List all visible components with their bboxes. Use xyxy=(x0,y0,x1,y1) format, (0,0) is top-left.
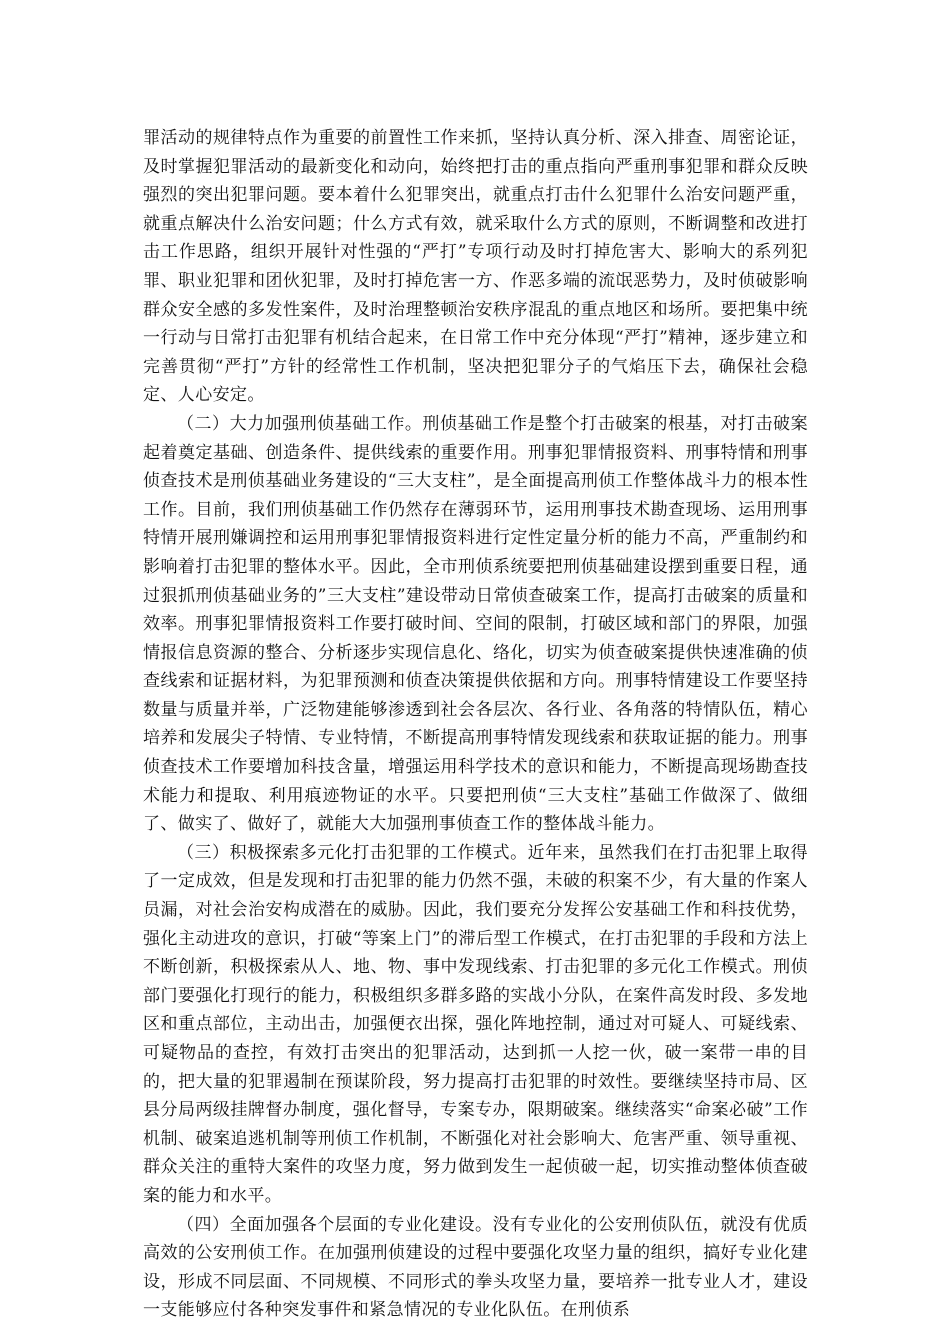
document-body xyxy=(143,124,808,1325)
paragraph-3: （三）积极探索多元化打击犯罪的工作模式。近年来，虽然我们在打击犯罪上取得了一定成效，但是发现和打击犯罪的能力仍然不强，未破的积案不少，有大量的作案人员漏，对社会治安构成潜在的威胁。因此，我们要充分发挥公安基础工作和科技优势，强化主动进攻的意识，打破“等案上门”的滞后型工作模式，在打击犯罪的手段和方法上不断创新，积极探索从人、地、物、事中发现线索、打击犯罪的多元化工作模式。刑侦部门要强化打现行的能力，积极组织多群多路的实战小分队，在案件高发时段、多发地区和重点部位，主动出击，加强便衣出探，强化阵地控制，通过对可疑人、可疑线索、可疑物品的查控，有效打击突出的犯罪活动，达到抓一人挖一伙，破一案带一串的目的，把大量的犯罪遏制在预谋阶段，努力提高打击犯罪的时效性。要继续坚持市局、区县分局两级挂牌督办制度，强化督导，专案专办，限期破案。继续落实“命案必破”工作机制、破案追逃机制等刑侦工作机制，不断强化对社会影响大、危害严重、领导重视、群众关注的重特大案件的攻坚力度，努力做到发生一起侦破一起，切实推动整体侦查破案的能力和水平。 xyxy=(143,842,808,1206)
paragraph-2: （二）大力加强刑侦基础工作。刑侦基础工作是整个打击破案的根基，对打击破案起着奠定基础、创造条件、提供线索的重要作用。刑事犯罪情报资料、刑事特情和刑事侦查技术是刑侦基础业务建设的“三大支柱”，是全面提高刑侦工作整体战斗力的根本性工作。目前，我们刑侦基础工作仍然存在薄弱环节，运用刑事技术勘查现场、运用刑事特情开展刑嫌调控和运用刑事犯罪情报资料进行定性定量分析的能力不高，严重制约和影响着打击犯罪的整体水平。因此，全市刑侦系统要把刑侦基础建设摆到重要日程，通过狠抓刑侦基础业务的”三大支柱”建设带动日常侦查破案工作，提高打击破案的质量和效率。刑事犯罪情报资料工作要打破时间、空间的限制，打破区域和部门的界限，加强情报信息资源的整合、分析逐步实现信息化、络化，切实为侦查破案提供快速准确的侦查线索和证据材料，为犯罪预测和侦查决策提供依据和方向。刑事特情建设工作要坚持数量与质量并举，广泛物建能够渗透到社会各层次、各行业、各角落的特情队伍，精心培养和发展尖子特情、专业特情，不断提高刑事特情发现线索和获取证据的能力。刑事侦查技术工作要增加科技含量，增强运用科学技术的意识和能力，不断提高现场勘查技术能力和提取、利用痕迹物证的水平。只要把刑侦“三大支柱”基础工作做深了、做细了、做实了、做好了，就能大大加强刑事侦查工作的整体战斗能力。 xyxy=(143,413,808,835)
paragraph-4: （四）全面加强各个层面的专业化建设。没有专业化的公安刑侦队伍，就没有优质高效的公安刑侦工作。在加强刑侦建设的过程中要强化攻坚力量的组织，搞好专业化建设，形成不同层面、不同规模、不同形式的拳头攻坚力量，要培养一批专业人才，建设一支能够应付各种突发事件和紧急情况的专业化队伍。在刑侦系 xyxy=(143,1214,808,1321)
paragraph-1: 罪活动的规律特点作为重要的前置性工作来抓，坚持认真分析、深入排查、周密论证，及时掌握犯罪活动的最新变化和动向，始终把打击的重点指向严重刑事犯罪和群众反映强烈的突出犯罪问题。要本着什么犯罪突出，就重点打击什么犯罪什么治安问题严重，就重点解决什么治安问题；什么方式有效，就采取什么方式的原则，不断调整和改进打击工作思路，组织开展针对性强的“严打”专项行动及时打掉危害大、影响大的系列犯罪、职业犯罪和团伙犯罪，及时打掉危害一方、作恶多端的流氓恶势力，及时侦破影响群众安全感的多发性案件，及时治理整顿治安秩序混乱的重点地区和场所。要把集中统一行动与日常打击犯罪有机结合起来，在日常工作中充分体现“严打”精神，逐步建立和完善贯彻“严打”方针的经常性工作机制，坚决把犯罪分子的气焰压下去，确保社会稳定、人心安定。 xyxy=(143,128,808,406)
